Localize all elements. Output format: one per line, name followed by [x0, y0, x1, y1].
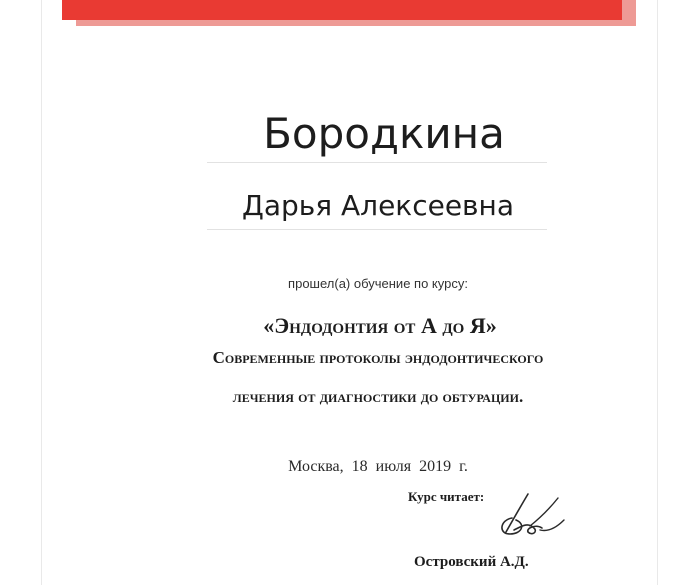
- lecturer-name: Островский А.Д.: [414, 554, 529, 570]
- course-subtitle-line2: лечения от диагностики до обтурации.: [232, 387, 524, 406]
- surname-underline: [207, 162, 547, 163]
- recipient-given-names: Дарья Алексеевна: [241, 189, 515, 222]
- signature-icon: [492, 488, 572, 544]
- place-and-date: Москва, 18 июля 2019 г.: [288, 458, 468, 475]
- lecturer-label: Курс читает:: [408, 489, 485, 504]
- recipient-surname: Бородкина: [263, 109, 505, 158]
- course-title: «Эндодонтия от А до Я»: [263, 313, 497, 338]
- course-subtitle-line1: Современные протоколы эндодонтического: [212, 348, 544, 367]
- completed-course-label: прошел(а) обучение по курсу:: [288, 276, 468, 291]
- given-names-underline: [207, 229, 547, 230]
- banner-decoration-front: [62, 0, 622, 20]
